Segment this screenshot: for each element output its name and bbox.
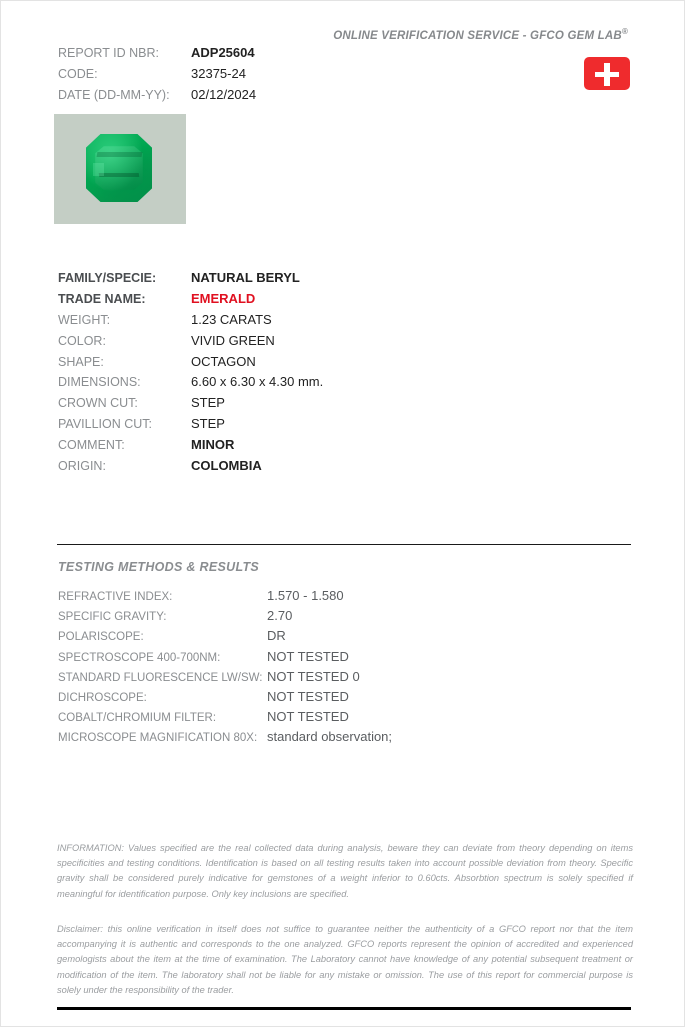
spec-row-shape: [58, 354, 323, 375]
spec-label: PAVILLION CUT:: [58, 417, 153, 432]
information-paragraph: INFORMATION: Values specified are the real collected data during analysis, beware they can deviate from theory depending on items specificities and testing conditions. Identification is based on all testing results taken into account possible deviation from theory. Specific gravity shall be considered purely indicative for gemstones of a weight inferior to 0.60cts. Absorbtion spectrum is solely specified if meaningful for identification purpose. Only key inclusions are specified.: [57, 843, 633, 899]
test-row-polariscope: [58, 628, 392, 648]
test-label: REFRACTIVE INDEX:: [58, 591, 173, 603]
test-value: NOT TESTED: [267, 648, 349, 664]
test-row-specific-gravity: [58, 608, 392, 628]
report-meta-label: REPORT ID NBR:: [58, 46, 159, 60]
specifications-block: [58, 270, 323, 479]
testing-section-heading: TESTING METHODS & RESULTS: [58, 560, 260, 574]
spec-value: MINOR: [191, 437, 235, 453]
test-row-standard-fluorescence: [58, 669, 392, 689]
spec-label: CROWN CUT:: [58, 396, 138, 411]
test-label: COBALT/CHROMIUM FILTER:: [58, 712, 217, 725]
test-row-spectroscope: [58, 649, 392, 669]
registered-mark: ®: [621, 27, 628, 36]
report-meta-value: ADP25604: [191, 45, 255, 60]
test-row-refractive-index: [58, 588, 392, 608]
report-meta-row: [58, 45, 256, 66]
spec-label: COLOR:: [58, 333, 106, 348]
spec-label: SHAPE:: [58, 354, 104, 369]
test-row-dichroscope: [58, 689, 392, 709]
test-value: NOT TESTED: [267, 688, 349, 704]
test-label: SPECIFIC GRAVITY:: [58, 611, 167, 624]
report-meta-label: DATE (DD-MM-YY):: [58, 88, 170, 102]
test-row-cobalt-chromium-filter: [58, 709, 392, 729]
spec-row-family-specie: [58, 270, 323, 291]
footer-divider: [57, 1007, 631, 1010]
spec-label: ORIGIN:: [58, 459, 106, 474]
test-value: 2.70: [267, 608, 293, 624]
test-value: NOT TESTED: [267, 709, 349, 725]
gemstone-facet-side: [93, 163, 105, 177]
spec-row-pavillion-cut: [58, 416, 323, 437]
spec-value: 6.60 x 6.30 x 4.30 mm.: [191, 374, 324, 390]
spec-label: COMMENT:: [58, 438, 125, 453]
report-meta-row: [58, 66, 256, 87]
spec-row-origin: [58, 458, 323, 479]
spec-row-crown-cut: [58, 395, 323, 416]
test-label: STANDARD FLUORESCENCE LW/SW:: [58, 671, 263, 684]
spec-value: OCTAGON: [191, 353, 256, 369]
gemstone-facet-lower: [99, 173, 139, 177]
test-label: SPECTROSCOPE 400-700NM:: [58, 651, 221, 664]
spec-value: COLOMBIA: [191, 458, 262, 474]
spec-row-color: [58, 333, 323, 354]
test-label: POLARISCOPE:: [58, 631, 144, 644]
swiss-cross-vertical: [604, 63, 610, 86]
spec-value: NATURAL BERYL: [191, 270, 300, 285]
test-value: standard observation;: [267, 729, 393, 745]
spec-value: STEP: [191, 416, 225, 432]
spec-value: STEP: [191, 395, 225, 411]
report-meta-row: [58, 87, 256, 108]
test-value: DR: [267, 628, 286, 644]
spec-row-weight: [58, 312, 323, 333]
spec-label: DIMENSIONS:: [58, 375, 141, 390]
page-title-text: ONLINE VERIFICATION SERVICE - GFCO GEM LAB: [333, 29, 622, 42]
test-row-microscope-magnification: [58, 729, 392, 749]
gemstone-shape: [86, 134, 152, 202]
spec-row-dimensions: [58, 374, 323, 395]
section-divider: [57, 544, 631, 545]
spec-value: VIVID GREEN: [191, 332, 275, 348]
test-value: 1.570 - 1.580: [267, 588, 344, 603]
spec-row-trade-name: [58, 291, 323, 312]
report-meta-value: 02/12/2024: [191, 87, 257, 102]
spec-label: WEIGHT:: [58, 312, 111, 327]
spec-label: FAMILY/SPECIE:: [58, 271, 157, 285]
testing-results-block: [58, 588, 392, 750]
swiss-flag-icon: [584, 57, 630, 90]
spec-label: TRADE NAME:: [58, 291, 146, 306]
gemstone-facet-upper: [96, 152, 142, 157]
gemstone-photo: [54, 114, 186, 224]
spec-row-comment: [58, 437, 323, 458]
test-label: MICROSCOPE MAGNIFICATION 80X:: [58, 732, 258, 745]
report-meta-value: 32375-24: [191, 66, 246, 81]
disclaimer-paragraph: Disclaimer: this online verification in itself does not suffice to guarantee neither the authenticity of a GFCO report nor that the item accompanying it is authentic and corresponds to the one analyzed. GFCO reports represent the opinion of accredited and experienced gemologists about the item at the time of examination. The Laboratory cannot have knowledge of any potential subsequent treatment or modification of the item. The laboratory shall not be liable for any mistake or omission. The use of this report for commercial purpose is solely under the responsibility of the trader.: [57, 924, 633, 995]
test-label: DICHROSCOPE:: [58, 691, 147, 704]
report-meta-label: CODE:: [58, 67, 98, 81]
spec-value: 1.23 CARATS: [191, 311, 272, 327]
report-meta-block: [58, 45, 256, 108]
test-value: NOT TESTED 0: [267, 668, 360, 684]
page-title: [333, 27, 628, 42]
spec-value: EMERALD: [191, 290, 256, 306]
